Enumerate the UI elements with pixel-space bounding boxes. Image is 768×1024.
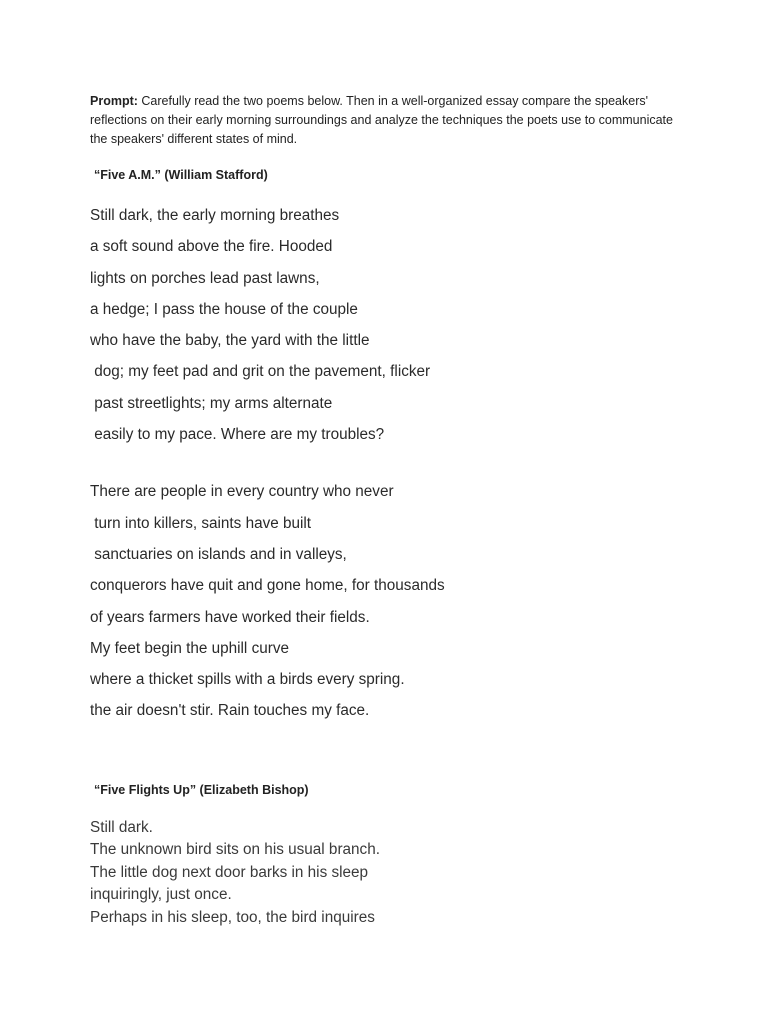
poem-line: a soft sound above the fire. Hooded: [90, 238, 333, 256]
poem-line: turn into killers, saints have built: [90, 514, 312, 532]
prompt-text: Carefully read the two poems below. Then in a well-organized essay compare the speakers' reflections on their early morning surroundings and analyze the techniques the poets use to communicate the speakers' different states of mind.: [90, 94, 673, 146]
poem-title-bishop: “Five Flights Up” (Elizabeth Bishop): [94, 782, 309, 797]
poem-line: conquerors have quit and gone home, for thousands: [90, 577, 445, 595]
poem-line: who have the baby, the yard with the little: [90, 332, 370, 350]
prompt-paragraph: [90, 92, 690, 149]
poem-line: Still dark.: [90, 818, 153, 836]
poem-line: the air doesn't stir. Rain touches my face.: [90, 702, 370, 720]
stanza-break: [90, 450, 690, 476]
poem-line: a hedge; I pass the house of the couple: [90, 300, 358, 318]
poem-line: My feet begin the uphill curve: [90, 639, 289, 657]
poem-title-stafford: “Five A.M.” (William Stafford): [94, 168, 268, 182]
poem-line: Perhaps in his sleep, too, the bird inquires: [90, 908, 375, 926]
poem-line: The little dog next door barks in his sleep: [90, 863, 369, 881]
poem-line: of years farmers have worked their fields.: [90, 608, 370, 626]
poem-stafford-stanza-1: [90, 200, 690, 450]
poem-line: inquiringly, just once.: [90, 886, 232, 904]
poem-line: sanctuaries on islands and in valleys,: [90, 545, 347, 563]
poem-line: easily to my pace. Where are my troubles?: [90, 426, 385, 444]
document-page: [90, 92, 690, 929]
poem-line: where a thicket spills with a birds every spring.: [90, 671, 405, 689]
poem-line: There are people in every country who never: [90, 483, 394, 501]
poem-line: lights on porches lead past lawns,: [90, 269, 320, 287]
poem-bishop-stanza: [90, 817, 690, 930]
poem-line: dog; my feet pad and grit on the pavement, flicker: [90, 363, 431, 381]
poem-line: past streetlights; my arms alternate: [90, 394, 333, 412]
poem-line: Still dark, the early morning breathes: [90, 207, 340, 224]
poem-line: The unknown bird sits on his usual branch.: [90, 841, 380, 859]
prompt-label: Prompt:: [90, 94, 138, 108]
poem-stafford-stanza-2: [90, 476, 690, 726]
